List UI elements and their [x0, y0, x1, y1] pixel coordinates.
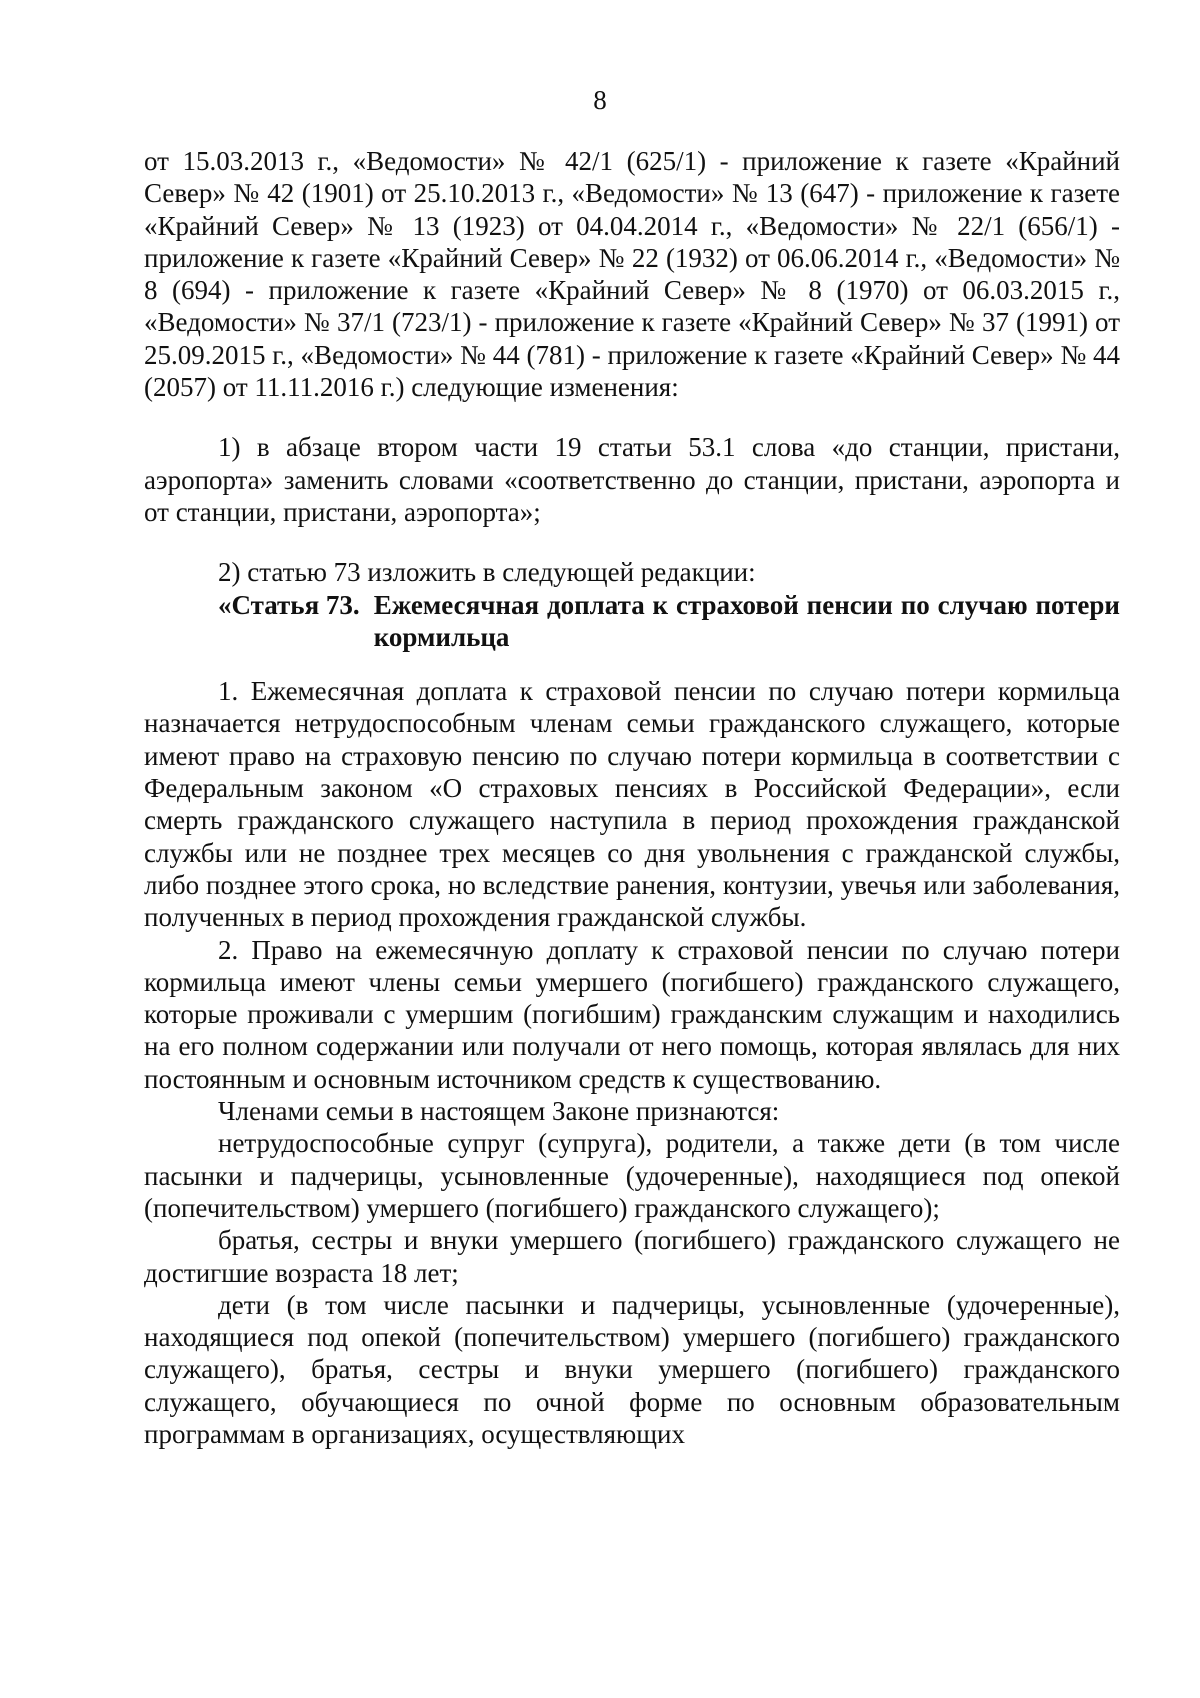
family-members-item-c: дети (в том числе пасынки и падчерицы, усыновленные (удочеренные), находящиеся под опекой (попечительством) умершего (погибшего) гражданского служащего), братья, сестры и внуки умершего (погибшего) гражданского служащего, обучающиеся по очной форме по основным образовательным программам в организациях, осуществляющих	[144, 1289, 1120, 1449]
amendment-item-2: 2) статью 73 изложить в следующей редакции:	[218, 557, 756, 588]
article-point-2: 2. Право на ежемесячную доплату к страховой пенсии по случаю потери кормильца имеют члены семьи умершего (погибшего) гражданского служащего, которые проживали с умершим (погибшим) гражданским служащим и находились на его полном содержании или получали от него помощь, которая являлась для них постоянным и основным источником средств к существованию.	[144, 934, 1120, 1094]
family-members-item-a: нетрудоспособные супруг (супруга), родители, а также дети (в том числе пасынки и падчерицы, усыновленные (удочеренные), находящиеся под опекой (попечительством) умершего (погибшего) гражданского служащего);	[144, 1128, 1120, 1223]
family-members-item-b: братья, сестры и внуки умершего (погибшего) гражданского служащего не достигшие возраста 18 лет;	[144, 1225, 1120, 1288]
article-heading	[218, 589, 1120, 654]
document-body	[144, 145, 1120, 1450]
intro-paragraph: от 15.03.2013 г., «Ведомости» № 42/1 (625/1) - приложение к газете «Крайний Север» № 42 (1901) от 25.10.2013 г., «Ведомости» № 13 (647) - приложение к газете «Крайний Север» № 13 (1923) от 04.04.2014 г., «Ведомости» № 22/1 (656/1) - приложение к газете «Крайний Север» № 22 (1932) от 06.06.2014 г., «Ведомости» № 8 (694) - приложение к газете «Крайний Север» № 8 (1970) от 06.03.2015 г., «Ведомости» № 37/1 (723/1) - приложение к газете «Крайний Север» № 37 (1991) от 25.09.2015 г., «Ведомости» № 44 (781) - приложение к газете «Крайний Север» № 44 (2057) от 11.11.2016 г.) следующие изменения:	[144, 146, 1120, 403]
page-number: 8	[593, 85, 607, 115]
family-members-intro: Членами семьи в настоящем Законе признаются:	[218, 1096, 780, 1127]
article-number: «Статья 73.	[218, 589, 360, 620]
article-point-1: 1. Ежемесячная доплата к страховой пенсии по случаю потери кормильца назначается нетрудоспособным членам семьи гражданского служащего, которые имеют право на страховую пенсию по случаю потери кормильца в соответствии с Федеральным законом «О страховых пенсиях в Российской Федерации», если смерть гражданского служащего наступила в период прохождения гражданской службы или не позднее трех месяцев со дня увольнения с гражданской службы, либо позднее этого срока, но вследствие ранения, контузии, увечья или заболевания, полученных в период прохождения гражданской службы.	[144, 676, 1120, 933]
amendment-item-1: 1) в абзаце втором части 19 статьи 53.1 слова «до станции, пристани, аэропорта» заменить словами «соответственно до станции, пристани, аэропорта и от станции, пристани, аэропорта»;	[144, 432, 1120, 527]
article-title: Ежемесячная доплата к страховой пенсии по случаю потери кормильца	[373, 589, 1120, 652]
